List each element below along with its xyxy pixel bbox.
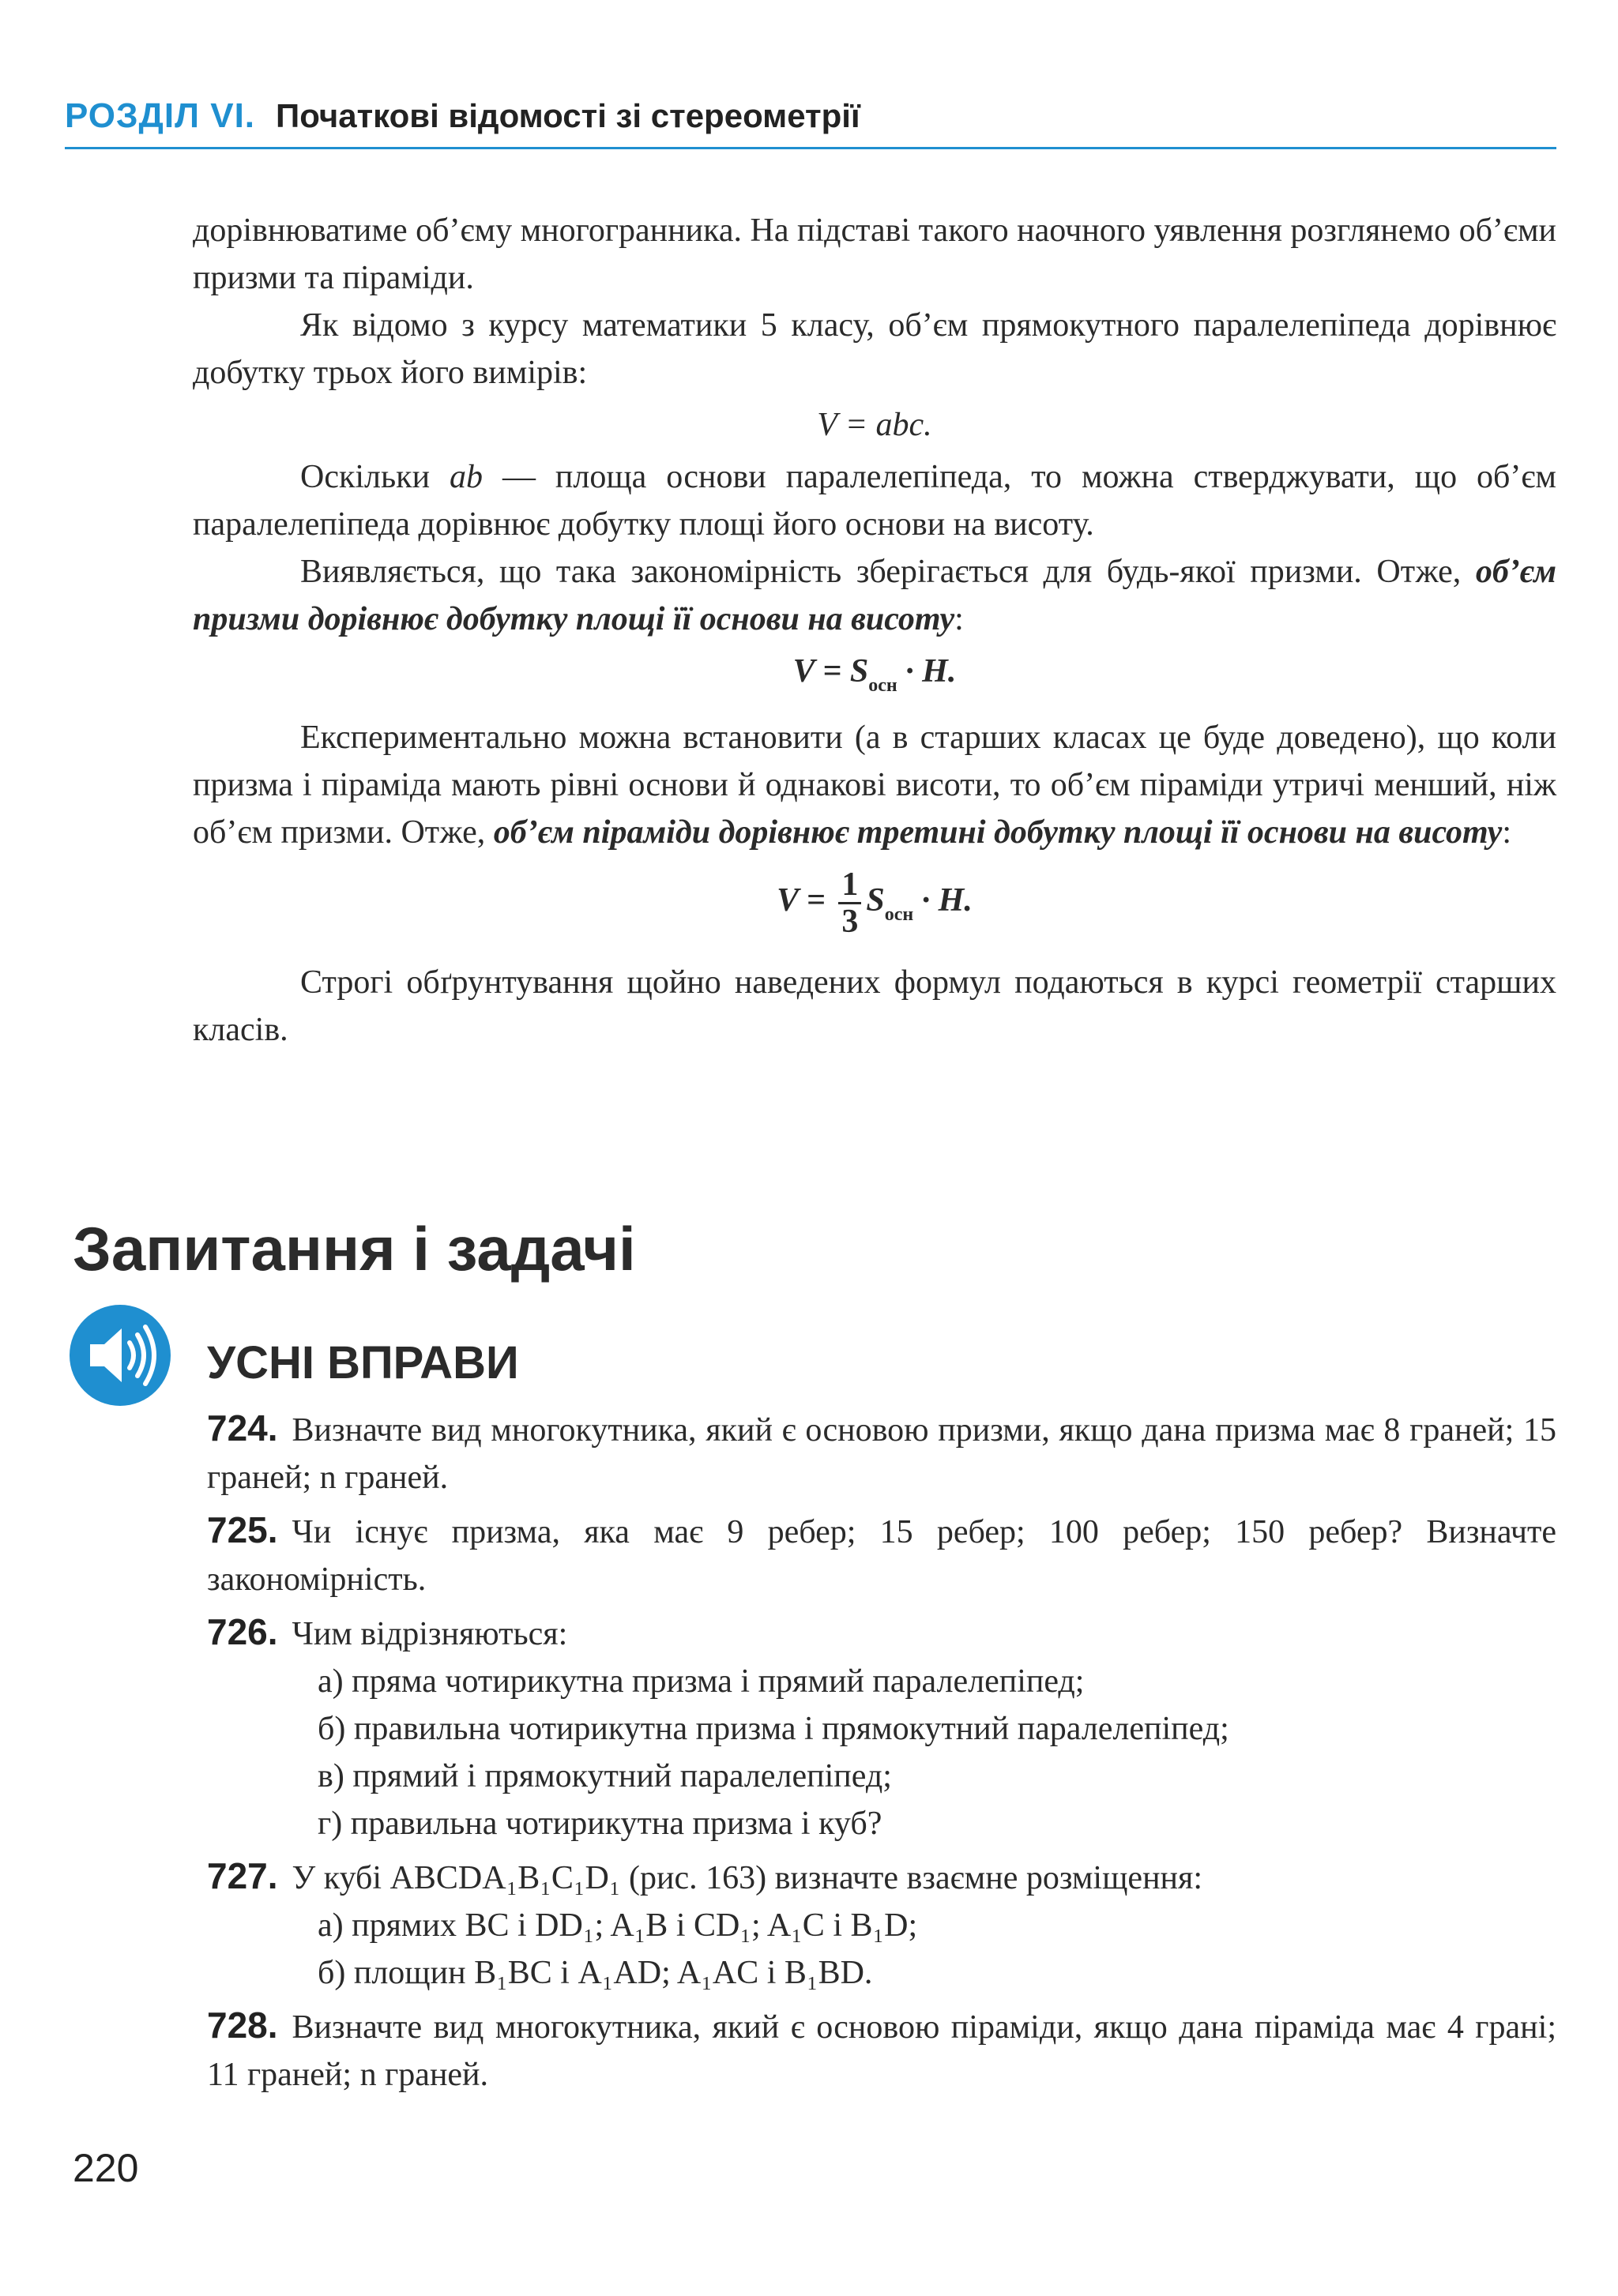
paragraph-4: Виявляється, що така закономірність зберігається для будь-якої призми. Отже, об’єм призми дорівнює добутку площі її основи на висоту:: [193, 554, 1556, 637]
task-726-d: г) правильна чотирикутна призма і куб?: [318, 1806, 882, 1842]
formula-parallelepiped-volume: V = abc.: [817, 407, 932, 443]
task-724: 724. Визначте вид многокутника, який є основою призми, якщо дана призма має 8 граней; 15 граней; n граней.: [207, 1407, 1556, 1496]
task-725: 725. Чи існує призма, яка має 9 ребер; 15 ребер; 100 ребер; 150 ребер? Визначте закономірність.: [207, 1509, 1556, 1598]
section-title: Початкові відомості зі стереометрії: [276, 97, 860, 134]
header-rule: [65, 147, 1556, 149]
task-727: 727. У кубі ABCDA₁B₁C₁D₁ (рис. 163) визначте взаємне розміщення: а) прямих BC і DD₁; A₁B і CD₁; A₁C і B₁D; б) площин B₁BC і A₁AD; A₁AC і B₁BD.: [207, 1852, 1556, 1997]
pyramid-volume-rule: об’єм піраміди дорівнює третині добутку площі її основи на висоту: [493, 814, 1503, 851]
page-header: [65, 96, 1556, 149]
task-726-c: в) прямий і прямокутний паралелепіпед;: [318, 1758, 892, 1794]
questions-heading: Запитання і задачі: [73, 1214, 636, 1283]
task-list: [207, 1404, 1556, 2103]
fraction-one-third: $\frac{1}{3}$: [838, 867, 861, 939]
paragraph-6: Строгі обґрунтування щойно наведених формул подаються в курсі геометрії старших класів.: [193, 964, 1556, 1048]
paragraph-5: Експериментально можна встановити (а в старших класах це буде доведено), що коли призма і піраміда мають рівні основи й однакові висоти, то об’єм піраміди утричі менший, ніж об’єм призми. Отже, об’єм піраміди дорівнює третині добутку площі її основи на висоту:: [193, 720, 1556, 851]
task-727-a: а) прямих BC і DD₁; A₁B і CD₁; A₁C і B₁D;: [318, 1907, 918, 1944]
formula-prism-volume: $V = S_{осн} \cdot H$.: [792, 653, 957, 696]
speaker-icon: [68, 1303, 172, 1407]
oral-exercises-heading: УСНІ ВПРАВИ: [207, 1337, 519, 1388]
task-728: 728. Визначте вид многокутника, який є основою піраміди, якщо дана піраміда має 4 грані; 11 граней; n граней.: [207, 2005, 1556, 2093]
task-726-a: а) пряма чотирикутна призма і прямий паралелепіпед;: [318, 1663, 1085, 1700]
main-text: [193, 207, 1556, 1054]
page-number: 220: [73, 2146, 139, 2190]
section-label: РОЗДІЛ VI.: [65, 96, 256, 135]
task-726: 726. Чим відрізняються: а) пряма чотирикутна призма і прямий паралелепіпед; б) правильна чотирикутна призма і прямокутний паралелепіпед; в) прямий і прямокутний паралелепіпед; г) правильна чотирикутна призма і куб?: [207, 1608, 1556, 1847]
paragraph-3: Оскільки ab — площа основи паралелепіпеда, то можна стверджувати, що об’єм паралелепіпеда дорівнює добутку площі його основи на висоту.: [193, 459, 1556, 543]
paragraph-2: Як відомо з курсу математики 5 класу, об’єм прямокутного паралелепіпеда дорівнює добутку трьох його вимірів:: [193, 307, 1556, 391]
paragraph-1: дорівнюватиме об’єму многогранника. На підставі такого наочного уявлення розглянемо об’єми призми та піраміди.: [193, 212, 1556, 296]
task-726-b: б) правильна чотирикутна призма і прямокутний паралелепіпед;: [318, 1711, 1229, 1747]
formula-pyramid-volume: V = $\frac{1}{3}$ $S_{осн} \cdot H$.: [777, 866, 973, 940]
prism-volume-rule: об’єм призми дорівнює добутку площі її основи на висоту: [193, 554, 1556, 637]
task-727-b: б) площин B₁BC і A₁AD; A₁AC і B₁BD.: [318, 1955, 873, 1991]
